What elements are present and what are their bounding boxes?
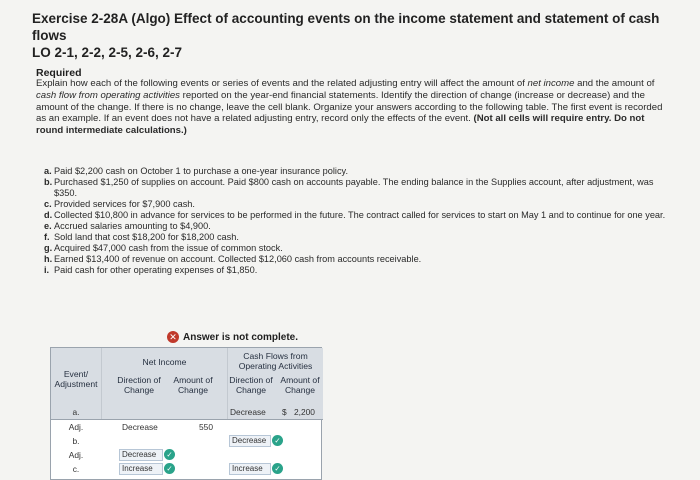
header-cf-direction: Direction of Change <box>229 375 273 395</box>
header-event-adjustment: Event/ Adjustment <box>54 369 98 389</box>
event-item <box>44 221 674 232</box>
cf-amount-cell: 2,200 <box>294 407 315 417</box>
cf-amount-prefix: $ <box>282 407 287 417</box>
event-text: Sold land that cost $18,200 for $18,200 cash. <box>54 232 239 242</box>
check-icon: ✓ <box>164 449 175 460</box>
event-item <box>44 243 674 254</box>
event-text: Accrued salaries amounting to $4,900. <box>54 221 211 231</box>
event-text: Earned $13,400 of revenue on account. Collected $12,060 cash from accounts receivable. <box>54 254 422 264</box>
row-label: a. <box>72 407 80 417</box>
instr-italic-cash-flow: cash flow from operating activities <box>36 89 180 101</box>
event-text: Purchased $1,250 of supplies on account. Paid $800 cash on accounts payable. The ending balance in the Supplies account, after adjustment, was $350. <box>54 177 654 198</box>
header-cf-amount: Amount of Change <box>280 375 320 395</box>
row-label: Adj. <box>68 422 84 432</box>
event-letter: f. <box>44 232 50 242</box>
check-icon: ✓ <box>164 463 175 474</box>
event-list <box>44 166 674 276</box>
event-letter: i. <box>44 265 50 275</box>
instr-text-a: Explain how each of the following events or series of events and the related adjusting entry will affect the amount of <box>36 78 528 89</box>
row-label: b. <box>72 436 80 446</box>
check-icon: ✓ <box>272 463 283 474</box>
header-ni-amount: Amount of Change <box>173 375 213 395</box>
exercise-title-line1: Exercise 2-28A (Algo) Effect of accounting events on the income statement and statement of cash flows <box>32 11 660 43</box>
answer-status-text: Answer is not complete. <box>183 331 299 343</box>
event-text: Paid cash for other operating expenses of $1,850. <box>54 265 258 275</box>
check-icon: ✓ <box>272 435 283 446</box>
event-letter: d. <box>44 210 53 220</box>
event-letter: h. <box>44 254 53 264</box>
exercise-title-line2: LO 2-1, 2-2, 2-5, 2-6, 2-7 <box>32 45 183 60</box>
event-item <box>44 177 674 199</box>
event-letter: b. <box>44 177 53 187</box>
event-letter: g. <box>44 243 53 253</box>
instr-text-b: and the amount of <box>574 78 655 89</box>
table-row <box>51 405 323 419</box>
table-row <box>51 448 323 462</box>
header-cash-flows: Cash Flows from Operating Activities <box>238 351 313 371</box>
header-ni-direction: Direction of Change <box>117 375 161 395</box>
instr-text-c: reported on the year-end financial statements. Identify the direction of change (increase or decrease) and the amount of the change. If there is no change, leave the cell blank. Organize your answers according to the following table. The first event is recorded as an example. If an event does not have a related adjusting entry, record only the effects of the event. <box>36 89 663 125</box>
exercise-title <box>32 10 682 61</box>
table-row <box>51 462 323 476</box>
ni-amount-cell[interactable]: 550 <box>199 422 213 432</box>
row-label: c. <box>72 464 80 474</box>
instr-italic-net-income: net income <box>527 78 575 89</box>
table-row <box>51 434 323 448</box>
event-item <box>44 210 674 221</box>
event-letter: a. <box>44 166 52 176</box>
ni-direction-cell[interactable]: Decrease <box>122 422 158 432</box>
cf-direction-select[interactable]: Decrease <box>229 435 271 447</box>
event-item <box>44 166 674 177</box>
event-text: Acquired $47,000 cash from the issue of common stock. <box>54 243 283 253</box>
instr-bold-note: (Not all cells will require entry. Do not round intermediate calculations.) <box>36 113 645 137</box>
event-text: Provided services for $7,900 cash. <box>54 199 195 209</box>
ni-direction-select[interactable]: Decrease <box>119 449 163 461</box>
event-item <box>44 254 674 265</box>
event-text: Paid $2,200 cash on October 1 to purchase a one-year insurance policy. <box>54 166 349 176</box>
required-heading: Required <box>36 67 82 79</box>
answer-status <box>167 331 298 343</box>
answer-table <box>50 347 322 480</box>
table-row <box>51 420 323 434</box>
ni-direction-select[interactable]: Increase <box>119 463 163 475</box>
event-item <box>44 265 674 276</box>
row-label: Adj. <box>68 450 84 460</box>
cf-direction-select[interactable]: Increase <box>229 463 271 475</box>
cf-direction-cell: Decrease <box>230 407 266 417</box>
event-letter: c. <box>44 199 52 209</box>
required-instructions <box>36 78 672 137</box>
event-item <box>44 199 674 210</box>
event-text: Collected $10,800 in advance for services to be performed in the future. The contract called for services to start on May 1 and to continue for one year. <box>54 210 666 220</box>
header-net-income: Net Income <box>142 357 187 367</box>
event-letter: e. <box>44 221 52 231</box>
error-x-icon: ✕ <box>167 331 179 343</box>
event-item <box>44 232 674 243</box>
